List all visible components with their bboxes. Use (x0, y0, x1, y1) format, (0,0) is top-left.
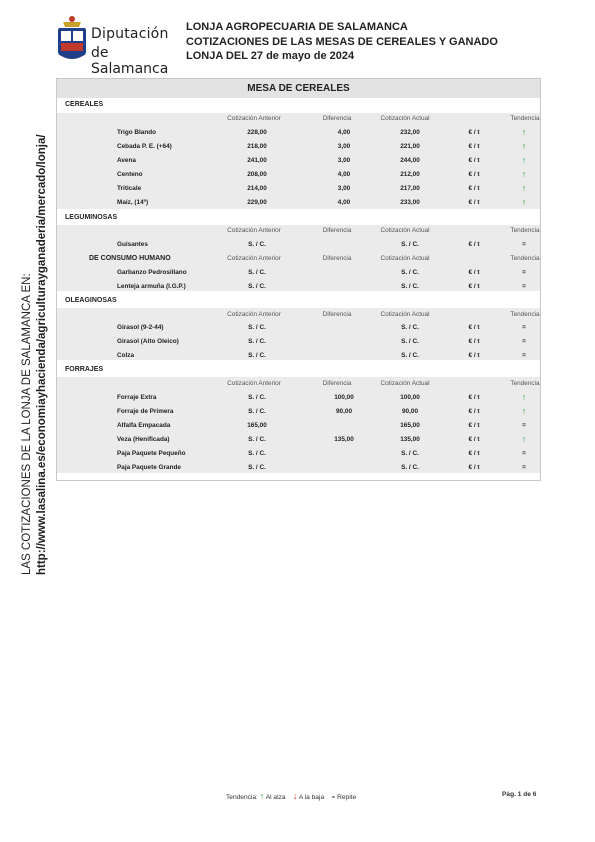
row-actual: 233,00 (400, 199, 420, 206)
mesa-cereales-panel (56, 78, 541, 481)
row-unit: € / t (468, 422, 480, 429)
row-unit: € / t (468, 464, 480, 471)
row-actual: 244,00 (400, 157, 420, 164)
row-actual: S. / C. (401, 464, 419, 471)
row-anterior: S. / C. (248, 324, 266, 331)
trend-up-icon: ↑ (521, 392, 527, 402)
row-anterior: 228,00 (247, 129, 267, 136)
row-actual: 165,00 (400, 422, 420, 429)
diputacion-logo (55, 14, 170, 77)
sidebar-line1: LAS COTIZACIONES DE LA LONJA DE SALAMANCA EN: (21, 273, 33, 575)
row-unit: € / t (468, 171, 480, 178)
section-cereales: CEREALES (65, 101, 104, 108)
row-diferencia: 100,00 (334, 394, 354, 401)
row-name: Girasol (9-2-44) (117, 324, 164, 331)
trend-equal-icon: = (522, 352, 526, 359)
row-diferencia: 4,00 (337, 199, 351, 206)
col-header-tendencia: Tendencia (510, 380, 540, 387)
legend-equal: = Repite (331, 794, 357, 801)
row-anterior: S. / C. (248, 436, 266, 443)
trend-equal-icon: = (522, 324, 526, 331)
row-unit: € / t (468, 157, 480, 164)
row-anterior: 241,00 (247, 157, 267, 164)
row-anterior: S. / C. (248, 408, 266, 415)
trend-up-icon: ↑ (521, 183, 527, 193)
trend-equal-icon: = (522, 241, 526, 248)
panel-title: MESA DE CEREALES (57, 79, 540, 98)
trend-up-icon: ↑ (521, 197, 527, 207)
row-anterior: 165,00 (247, 422, 267, 429)
row-unit: € / t (468, 283, 480, 290)
row-unit: € / t (468, 324, 480, 331)
trend-equal-icon: = (522, 338, 526, 345)
row-diferencia: 4,00 (337, 171, 351, 178)
col-header-tendencia: Tendencia (510, 311, 540, 318)
row-anterior: S. / C. (248, 394, 266, 401)
row-actual: S. / C. (401, 283, 419, 290)
row-name: Paja Paquete Pequeño (117, 450, 186, 457)
row-name: Veza (Henificada) (117, 436, 170, 443)
col-header-tendencia: Tendencia (510, 115, 540, 122)
col-header-diferencia: Diferencia (322, 311, 352, 318)
row-name: Girasol (Alto Oleico) (117, 338, 179, 345)
col-header-diferencia: Diferencia (322, 255, 352, 262)
header-line2: COTIZACIONES DE LAS MESAS DE CEREALES Y GANADO (186, 35, 498, 48)
row-anterior: 214,00 (247, 185, 267, 192)
row-name: Lenteja armuña (I.G.P.) (117, 283, 186, 290)
sidebar-vertical-note (20, 15, 56, 575)
row-actual: 100,00 (400, 394, 420, 401)
col-header-tendencia: Tendencia (510, 227, 540, 234)
trend-equal-icon: = (522, 450, 526, 457)
logo-text-line2: de Salamanca (91, 45, 169, 77)
row-unit: € / t (468, 450, 480, 457)
col-header-diferencia: Diferencia (322, 380, 352, 387)
row-actual: 217,00 (400, 185, 420, 192)
col-header-actual: Cotización Actual (380, 255, 430, 262)
col-header-anterior: Cotización Anterior (227, 115, 281, 122)
col-header-actual: Cotización Actual (380, 115, 430, 122)
row-anterior: S. / C. (248, 269, 266, 276)
col-header-anterior: Cotización Anterior (227, 255, 281, 262)
row-actual: 212,00 (400, 171, 420, 178)
row-unit: € / t (468, 352, 480, 359)
section-leguminosas: LEGUMINOSAS (65, 214, 118, 221)
row-unit: € / t (468, 129, 480, 136)
page-number: Pág. 1 de 6 (502, 791, 537, 798)
row-name: Maíz, (14º) (117, 199, 149, 206)
trend-up-icon: ↑ (521, 169, 527, 179)
row-actual: S. / C. (401, 338, 419, 345)
row-anterior: S. / C. (248, 241, 266, 248)
row-anterior: S. / C. (248, 283, 266, 290)
header-line3: LONJA DEL 27 de mayo de 2024 (186, 50, 355, 62)
section-consumo-humano: DE CONSUMO HUMANO (89, 255, 171, 262)
row-diferencia: 3,00 (337, 185, 351, 192)
row-name: Forraje de Primera (117, 408, 174, 415)
trend-up-icon: ↑ (521, 155, 527, 165)
row-unit: € / t (468, 199, 480, 206)
trend-equal-icon: = (522, 283, 526, 290)
col-header-diferencia: Diferencia (322, 227, 352, 234)
arrow-down-icon: ↓ (292, 791, 298, 801)
legend-label: Tendencia: (226, 794, 258, 801)
header-line1: LONJA AGROPECUARIA DE SALAMANCA (186, 21, 408, 33)
row-anterior: S. / C. (248, 338, 266, 345)
trend-up-icon: ↑ (521, 127, 527, 137)
col-header-actual: Cotización Actual (380, 380, 430, 387)
row-unit: € / t (468, 241, 480, 248)
trend-up-icon: ↑ (521, 141, 527, 151)
row-anterior: S. / C. (248, 352, 266, 359)
row-diferencia: 3,00 (337, 157, 351, 164)
row-actual: S. / C. (401, 241, 419, 248)
row-actual: S. / C. (401, 324, 419, 331)
footer-legend (226, 791, 356, 801)
row-name: Triticale (117, 185, 142, 192)
row-anterior: 229,00 (247, 199, 267, 206)
row-name: Paja Paquete Grande (117, 464, 181, 471)
document-header (186, 20, 498, 64)
row-unit: € / t (468, 408, 480, 415)
row-name: Trigo Blando (117, 129, 157, 136)
col-header-anterior: Cotización Anterior (227, 227, 281, 234)
row-anterior: S. / C. (248, 464, 266, 471)
legend-up: Al alza (265, 794, 286, 801)
row-anterior: 208,00 (247, 171, 267, 178)
logo-text-line1: Diputación (91, 26, 169, 42)
row-name: Colza (117, 352, 135, 359)
row-actual: 232,00 (400, 129, 420, 136)
row-name: Avena (117, 157, 136, 164)
row-name: Guisantes (117, 241, 148, 248)
trend-equal-icon: = (522, 464, 526, 471)
row-actual: S. / C. (401, 269, 419, 276)
row-unit: € / t (468, 338, 480, 345)
row-name: Centeno (117, 171, 143, 178)
section-oleaginosas: OLEAGINOSAS (65, 297, 117, 304)
row-unit: € / t (468, 143, 480, 150)
row-anterior: S. / C. (248, 450, 266, 457)
arrow-up-icon: ↑ (259, 791, 265, 801)
col-header-actual: Cotización Actual (380, 311, 430, 318)
row-actual: 90,00 (402, 408, 418, 415)
section-forrajes: FORRAJES (65, 366, 104, 373)
col-header-diferencia: Diferencia (322, 115, 352, 122)
row-actual: 135,00 (400, 436, 420, 443)
row-anterior: 218,00 (247, 143, 267, 150)
row-unit: € / t (468, 436, 480, 443)
row-unit: € / t (468, 269, 480, 276)
col-header-actual: Cotización Actual (380, 227, 430, 234)
row-name: Garbanzo Pedrosillano (117, 269, 187, 276)
trend-up-icon: ↑ (521, 434, 527, 444)
trend-equal-icon: = (522, 269, 526, 276)
row-actual: S. / C. (401, 352, 419, 359)
legend-down: A la baja (298, 794, 325, 801)
row-name: Forraje Extra (117, 394, 157, 401)
row-unit: € / t (468, 185, 480, 192)
col-header-anterior: Cotización Anterior (227, 380, 281, 387)
trend-equal-icon: = (522, 422, 526, 429)
row-name: Cebada P. E. (+64) (117, 143, 172, 150)
row-diferencia: 135,00 (334, 436, 354, 443)
row-diferencia: 3,00 (337, 143, 351, 150)
trend-up-icon: ↑ (521, 406, 527, 416)
row-name: Alfalfa Empacada (117, 422, 171, 429)
row-unit: € / t (468, 394, 480, 401)
coat-of-arms-icon (55, 14, 89, 64)
sidebar-url[interactable]: http://www.lasalina.es/economiayhacienda/agriculturayganaderia/mercado/lonja/ (36, 134, 48, 575)
row-actual: 221,00 (400, 143, 420, 150)
col-header-tendencia: Tendencia (510, 255, 540, 262)
row-diferencia: 4,00 (337, 129, 351, 136)
row-diferencia: 90,00 (336, 408, 352, 415)
col-header-anterior: Cotización Anterior (227, 311, 281, 318)
row-actual: S. / C. (401, 450, 419, 457)
